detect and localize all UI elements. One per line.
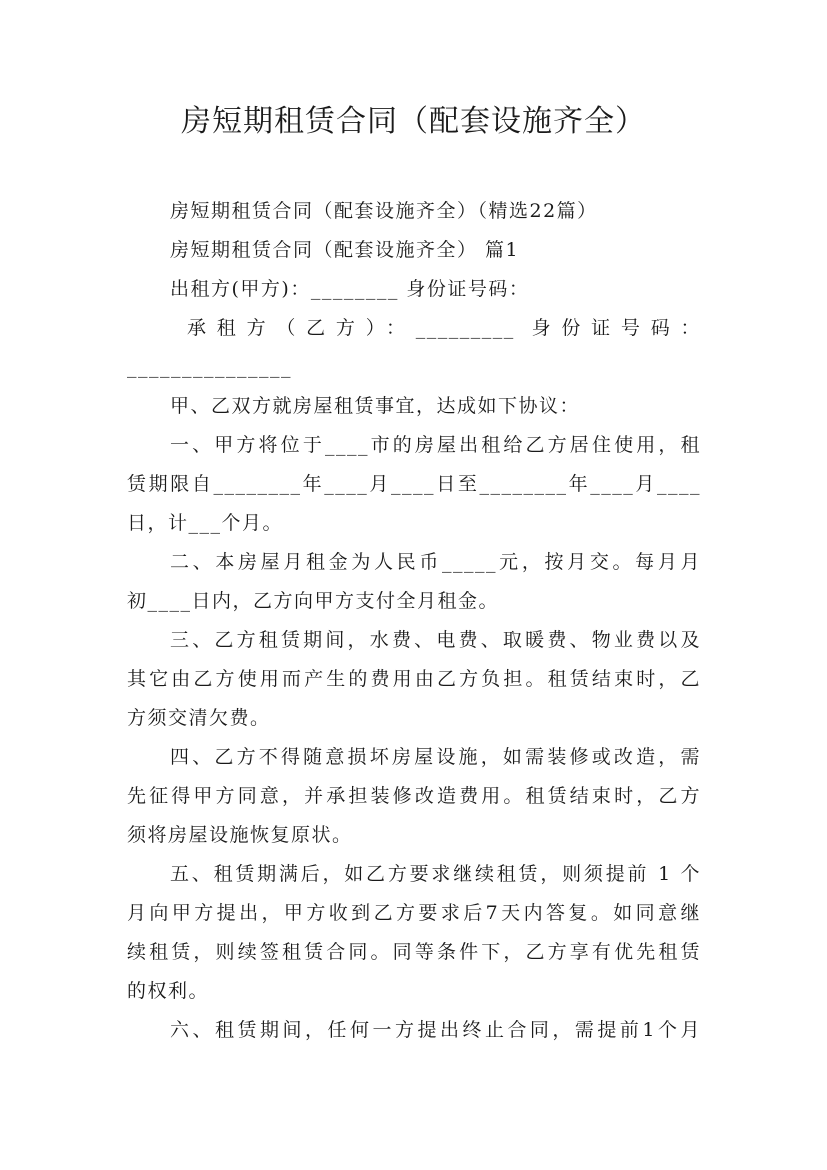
subtitle-line: 房短期租赁合同（配套设施齐全）（精选22篇） — [170, 200, 598, 222]
clause-3-line-2: 其它由乙方使用而产生的费用由乙方负担。租赁结束时，乙 — [127, 668, 701, 690]
clause-1-line-3: 日，计___个月。 — [127, 512, 284, 534]
clause-4-line-1: 四、乙方不得随意损坏房屋设施，如需装修或改造，需 — [170, 746, 701, 768]
clause-3-line-3: 方须交清欠费。 — [127, 707, 271, 729]
clause-2-line-2: 初____日内，乙方向甲方支付全月租金。 — [127, 590, 500, 612]
clause-5-line-1: 五、租赁期满后，如乙方要求继续租赁，则须提前 1 个 — [170, 863, 701, 885]
clause-1-line-1: 一、甲方将位于____市的房屋出租给乙方居住使用，租 — [170, 434, 701, 456]
lessee-id-blank: _______________ — [127, 356, 292, 378]
lessor-line: 出租方(甲方)：________ 身份证号码： — [170, 278, 530, 300]
section-heading: 房短期租赁合同（配套设施齐全） 篇1 — [170, 239, 520, 261]
document-title: 房短期租赁合同（配套设施齐全） — [181, 104, 646, 139]
agreement-intro: 甲、乙双方就房屋租赁事宜，达成如下协议： — [170, 395, 581, 417]
clause-4-line-2: 先征得甲方同意，并承担装修改造费用。租赁结束时，乙方 — [127, 785, 701, 807]
clause-5-line-4: 的权利。 — [127, 980, 210, 1002]
clause-5-line-3: 续租赁，则续签租赁合同。同等条件下，乙方享有优先租赁 — [127, 941, 701, 963]
clause-5-line-2: 月向甲方提出，甲方收到乙方要求后7天内答复。如同意继 — [127, 902, 701, 924]
clause-1-line-2: 赁期限自________年____月____日至________年____月____ — [127, 473, 701, 495]
lessee-line: 承租方（乙方）：_________ 身份证号码： — [187, 317, 701, 339]
clause-6-line-1: 六、租赁期间，任何一方提出终止合同，需提前1个月 — [170, 1019, 701, 1041]
clause-2-line-1: 二、本房屋月租金为人民币_____元，按月交。每月月 — [170, 551, 701, 573]
clause-4-line-3: 须将房屋设施恢复原状。 — [127, 824, 353, 846]
clause-3-line-1: 三、乙方租赁期间，水费、电费、取暖费、物业费以及 — [170, 629, 701, 651]
